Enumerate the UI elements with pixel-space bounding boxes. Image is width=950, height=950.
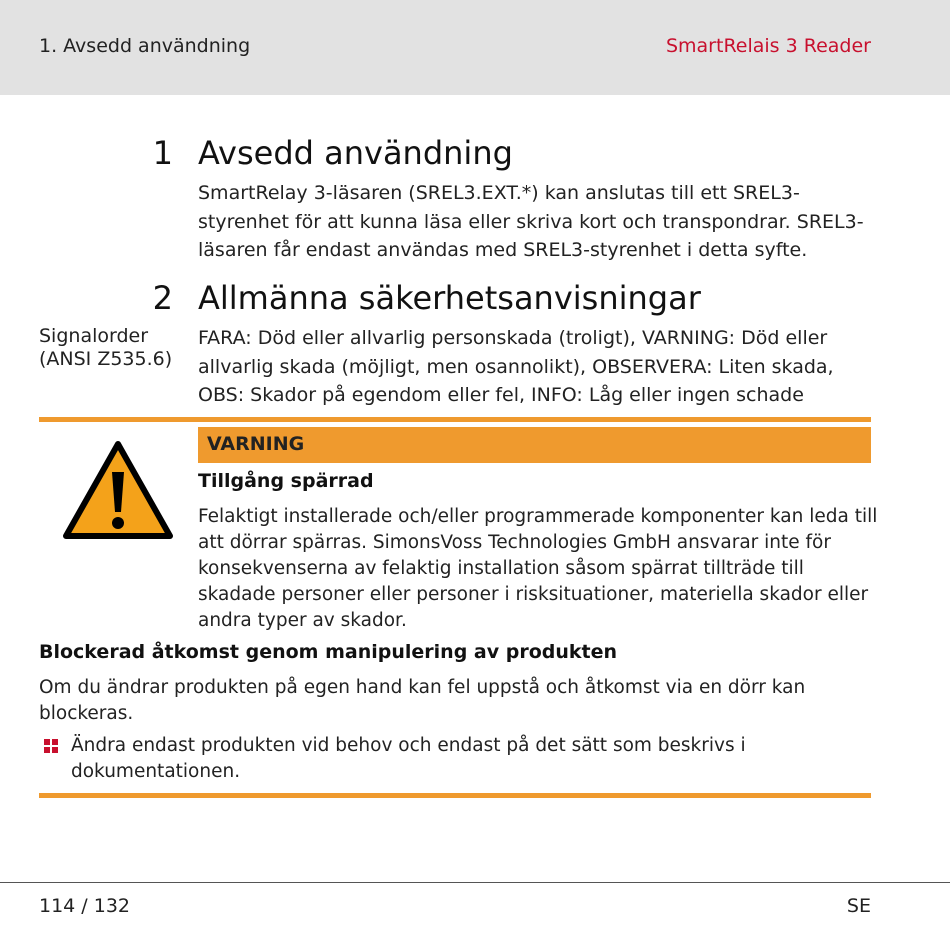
warning-text: Felaktigt installerade och/eller programmerade komponenter kan leda till att dörrar spärras. SimonsVoss Technologies GmbH ansvarar inte för konsekvenserna av felaktig installation såsom spärrat tillträde till skadade personer eller personer i risksituationer, materiella skador eller andra typer av skador.	[198, 506, 878, 631]
header-section-title: 1. Avsedd användning	[39, 35, 251, 57]
warning-bottom-rule	[39, 793, 871, 798]
section-1-number: 1	[152, 134, 173, 172]
footer-divider	[0, 882, 950, 883]
warning-top-rule	[39, 417, 871, 422]
red-squares-bullet-icon	[44, 738, 58, 752]
section-1-title: Avsedd användning	[198, 134, 513, 172]
section-2-title: Allmänna säkerhetsanvisningar	[198, 279, 701, 317]
warning-title: Tillgång spärrad	[198, 470, 374, 492]
blocked-access-title: Blockerad åtkomst genom manipulering av produkten	[39, 641, 618, 663]
section-2-number: 2	[152, 279, 173, 317]
page-header	[0, 0, 950, 95]
blocked-access-bullet: Ändra endast produkten vid behov och endast på det sätt som beskrivs i dokumentationen.	[71, 735, 746, 782]
page-number: 114 / 132	[39, 895, 131, 917]
section-2-body: FARA: Död eller allvarlig personskada (troligt), VARNING: Död eller allvarlig skada (möjligt, men osannolikt), OBSERVERA: Liten skada, OBS: Skador på egendom eller fel, INFO: Låg eller ingen schade	[198, 327, 834, 406]
signal-order-note: Signalorder (ANSI Z535.6)	[39, 325, 173, 370]
section-1-body: SmartRelay 3-läsaren (SREL3.EXT.*) kan anslutas till ett SREL3-styrenhet för att kunna läsa eller skriva kort och transpondrar. SREL3-läsaren får endast användas med SREL3-styrenhet i detta syfte.	[198, 182, 864, 261]
language-code: SE	[846, 895, 871, 917]
warning-label: VARNING	[207, 433, 305, 455]
header-product-name: SmartRelais 3 Reader	[665, 35, 871, 57]
warning-label-bar	[198, 427, 871, 463]
blocked-access-text: Om du ändrar produkten på egen hand kan fel uppstå och åtkomst via en dörr kan blockeras.	[39, 677, 806, 724]
warning-triangle-icon	[62, 440, 174, 544]
